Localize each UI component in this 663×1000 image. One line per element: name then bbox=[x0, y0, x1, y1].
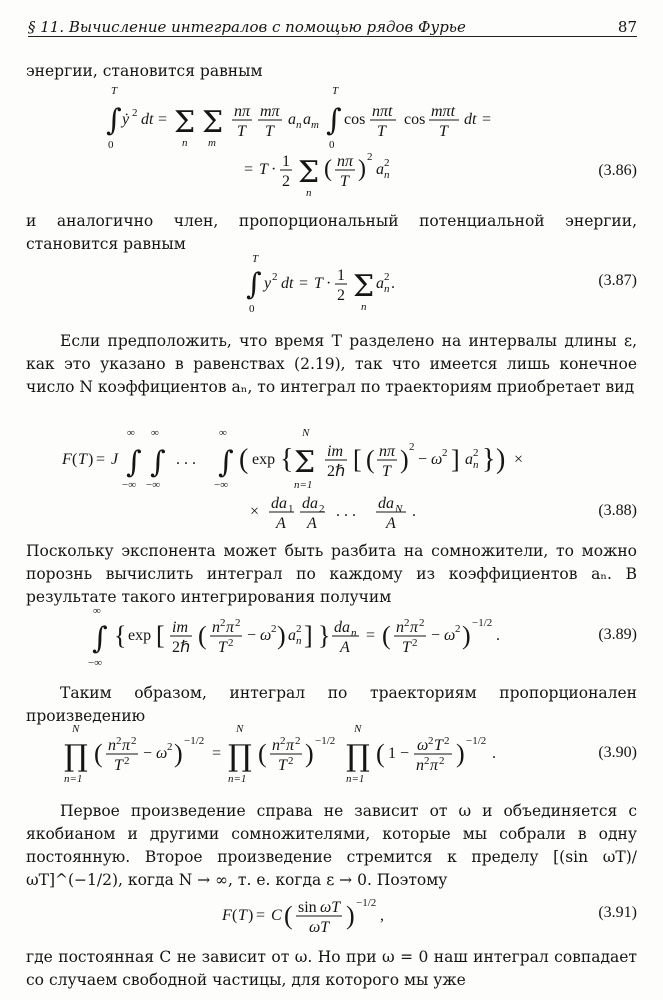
svg-text:=: = bbox=[299, 275, 309, 292]
svg-text:2: 2 bbox=[337, 287, 345, 304]
svg-text:n: n bbox=[384, 283, 390, 295]
svg-text:n=1: n=1 bbox=[346, 773, 365, 785]
svg-text:nπ: nπ bbox=[379, 443, 396, 460]
svg-text:T: T bbox=[111, 85, 118, 97]
svg-text:.: . bbox=[391, 275, 395, 292]
svg-text:n: n bbox=[212, 619, 220, 636]
svg-text:): ) bbox=[305, 739, 314, 768]
svg-text:(: ( bbox=[72, 451, 78, 468]
svg-text:−1/2: −1/2 bbox=[356, 897, 377, 909]
svg-text:∞: ∞ bbox=[127, 427, 135, 439]
svg-text:0: 0 bbox=[329, 139, 335, 151]
equation-3-87 bbox=[26, 253, 637, 320]
svg-text:N: N bbox=[72, 723, 80, 735]
svg-text:T: T bbox=[439, 123, 448, 140]
svg-text:T: T bbox=[340, 173, 349, 190]
paragraph-path-integral: Если предположить, что время T разделено на интервалы длины ε, как это указано в равенствах (2.19), так что имеется лишь конечное число N коэффициентов aₙ, то интеграл по траекториям приобретает вид bbox=[26, 332, 637, 396]
svg-text:×: × bbox=[250, 503, 260, 520]
svg-text:): ) bbox=[496, 444, 506, 475]
svg-text:ω: ω bbox=[431, 451, 443, 468]
equation-3-91-formula bbox=[26, 894, 637, 940]
svg-text:2: 2 bbox=[296, 623, 302, 635]
svg-text:π: π bbox=[430, 757, 439, 774]
svg-text:−: − bbox=[418, 451, 428, 468]
svg-text:∫: ∫ bbox=[218, 445, 234, 480]
svg-text:2: 2 bbox=[235, 617, 241, 629]
svg-text:y: y bbox=[264, 275, 272, 292]
svg-text:nπt: nπt bbox=[372, 103, 393, 120]
svg-text:·: · bbox=[271, 161, 277, 178]
svg-text:2: 2 bbox=[424, 755, 430, 767]
svg-text:): ) bbox=[277, 621, 286, 650]
svg-text:.: . bbox=[496, 627, 500, 644]
svg-text:0: 0 bbox=[108, 139, 114, 151]
svg-text:−∞: −∞ bbox=[122, 479, 137, 491]
svg-text:n: n bbox=[396, 619, 404, 636]
svg-text:da: da bbox=[302, 495, 318, 512]
equation-number: (3.86) bbox=[598, 162, 637, 179]
svg-text:(: ( bbox=[258, 739, 267, 768]
svg-text:): ) bbox=[88, 451, 94, 468]
svg-text:∫: ∫ bbox=[246, 267, 262, 302]
svg-text:): ) bbox=[456, 739, 465, 768]
svg-text:.: . bbox=[492, 745, 496, 762]
svg-text:=: = bbox=[482, 111, 492, 128]
svg-text:T: T bbox=[314, 275, 323, 292]
svg-text:T: T bbox=[252, 253, 259, 265]
equation-3-88 bbox=[26, 424, 637, 534]
equation-number: (3.91) bbox=[598, 904, 637, 921]
svg-text:A: A bbox=[307, 515, 317, 532]
svg-text:2: 2 bbox=[412, 637, 418, 649]
svg-text:,: , bbox=[380, 907, 384, 924]
svg-text:·: · bbox=[326, 275, 332, 292]
svg-text:N: N bbox=[354, 723, 362, 735]
svg-text:a: a bbox=[465, 451, 473, 468]
svg-text:2: 2 bbox=[116, 735, 122, 747]
svg-text:1: 1 bbox=[337, 267, 345, 284]
equation-3-91 bbox=[26, 894, 637, 940]
svg-text:Σ: Σ bbox=[353, 269, 375, 304]
svg-text:−1/2: −1/2 bbox=[472, 617, 493, 629]
svg-text:∏: ∏ bbox=[64, 739, 88, 774]
svg-text:0: 0 bbox=[249, 303, 255, 315]
page-number: 87 bbox=[617, 18, 637, 36]
svg-text:im: im bbox=[172, 619, 188, 636]
svg-text:∏: ∏ bbox=[228, 739, 252, 774]
svg-text:∫: ∫ bbox=[106, 103, 122, 138]
svg-text:(: ( bbox=[198, 621, 207, 650]
svg-text:mπt: mπt bbox=[431, 103, 456, 120]
svg-text:J: J bbox=[111, 451, 119, 468]
svg-text:Σ: Σ bbox=[174, 105, 196, 140]
svg-text:nπ: nπ bbox=[337, 153, 354, 170]
svg-text:−1/2: −1/2 bbox=[315, 735, 336, 747]
svg-text:): ) bbox=[346, 901, 355, 930]
svg-text:T: T bbox=[377, 123, 386, 140]
svg-text:}: } bbox=[318, 621, 331, 650]
svg-text:2: 2 bbox=[404, 617, 410, 629]
svg-text:T: T bbox=[434, 737, 443, 754]
svg-text:2: 2 bbox=[319, 503, 325, 515]
svg-text:=: = bbox=[212, 745, 222, 762]
svg-text:{: { bbox=[114, 621, 127, 650]
svg-text:1: 1 bbox=[388, 745, 396, 762]
svg-text:2: 2 bbox=[295, 735, 301, 747]
svg-text:{: { bbox=[280, 444, 294, 475]
svg-text:n: n bbox=[416, 757, 424, 774]
svg-text:π: π bbox=[410, 619, 419, 636]
svg-text:m: m bbox=[311, 119, 319, 131]
svg-text:π: π bbox=[226, 619, 235, 636]
svg-text:n: n bbox=[384, 169, 390, 181]
svg-text:−: − bbox=[400, 745, 410, 762]
svg-text:cos: cos bbox=[404, 111, 426, 128]
svg-text:T: T bbox=[402, 639, 411, 656]
svg-text:2: 2 bbox=[220, 617, 226, 629]
equation-3-87-formula bbox=[26, 253, 637, 320]
svg-text:ωT: ωT bbox=[309, 919, 330, 936]
equation-3-90 bbox=[26, 723, 637, 790]
svg-text:. . .: . . . bbox=[176, 451, 196, 468]
svg-text:2: 2 bbox=[409, 441, 415, 453]
svg-text:T: T bbox=[259, 161, 268, 178]
svg-text:2: 2 bbox=[419, 617, 425, 629]
running-header bbox=[28, 8, 637, 37]
svg-text:(: ( bbox=[376, 739, 385, 768]
svg-text:=: = bbox=[244, 161, 254, 178]
svg-text:−1/2: −1/2 bbox=[466, 735, 487, 747]
paragraph-kinetic-energy: энергии, становится равным bbox=[26, 62, 263, 80]
svg-text:[: [ bbox=[353, 445, 362, 474]
svg-text:n: n bbox=[473, 459, 479, 471]
svg-text:(: ( bbox=[239, 444, 249, 475]
svg-text:mπ: mπ bbox=[260, 103, 280, 120]
svg-text:(: ( bbox=[324, 156, 332, 182]
svg-text:2: 2 bbox=[271, 623, 277, 635]
svg-text:n=1: n=1 bbox=[294, 479, 313, 491]
svg-text:T: T bbox=[238, 907, 247, 924]
svg-text:dt: dt bbox=[464, 111, 477, 128]
svg-text:n: n bbox=[296, 119, 302, 131]
svg-text:2ℏ: 2ℏ bbox=[327, 463, 346, 480]
equation-number: (3.88) bbox=[598, 502, 637, 519]
equation-3-90-formula bbox=[26, 723, 637, 790]
svg-text:2: 2 bbox=[280, 735, 286, 747]
svg-text:cos: cos bbox=[344, 111, 366, 128]
svg-text:n: n bbox=[351, 627, 357, 639]
svg-text:−1/2: −1/2 bbox=[184, 735, 205, 747]
equation-number: (3.90) bbox=[598, 744, 637, 761]
svg-text:−∞: −∞ bbox=[88, 657, 103, 669]
svg-text:2ℏ: 2ℏ bbox=[172, 639, 191, 656]
svg-text:∫: ∫ bbox=[326, 103, 342, 138]
svg-text:da: da bbox=[378, 495, 394, 512]
svg-text:N: N bbox=[395, 503, 403, 515]
svg-text:Σ: Σ bbox=[294, 445, 316, 480]
svg-text:−: − bbox=[247, 627, 257, 644]
svg-text:m: m bbox=[208, 137, 216, 149]
svg-text:.: . bbox=[412, 503, 416, 520]
svg-text:n=1: n=1 bbox=[64, 773, 83, 785]
paragraph-limit: Первое произведение справа не зависит от ω и объединяется с якобианом и другими сомножителями, которые мы собрали в одну постоянную. Второе произведение стремится к пределу [(sin ωT)/ωT]^(−1/2), когда N → ∞, т. е. когда ε → 0. Поэтому bbox=[26, 802, 637, 889]
svg-text:N: N bbox=[236, 723, 244, 735]
svg-text:2: 2 bbox=[272, 271, 278, 283]
svg-text:2: 2 bbox=[444, 735, 450, 747]
paragraph-product: Таким образом, интеграл по траекториям пропорционален произведению bbox=[26, 684, 637, 725]
paragraph-potential-energy: и аналогично член, пропорциональный потенциальной энергии, становится равным bbox=[26, 212, 637, 253]
svg-text:N: N bbox=[302, 427, 310, 439]
svg-text:T: T bbox=[114, 757, 123, 774]
svg-text:da: da bbox=[334, 619, 350, 636]
svg-text:π: π bbox=[286, 737, 295, 754]
svg-text:2: 2 bbox=[131, 735, 137, 747]
section-title: § 11. Вычисление интегралов с помощью рядов Фурье bbox=[28, 18, 466, 36]
svg-text:2: 2 bbox=[132, 107, 138, 119]
svg-text:−∞: −∞ bbox=[146, 479, 161, 491]
svg-text:n=1: n=1 bbox=[228, 773, 247, 785]
svg-text:F: F bbox=[222, 907, 232, 924]
svg-text:Σ: Σ bbox=[298, 155, 320, 190]
svg-text:T: T bbox=[332, 85, 339, 97]
svg-text:): ) bbox=[400, 445, 409, 474]
svg-text:]: ] bbox=[304, 621, 313, 650]
svg-text:(: ( bbox=[232, 907, 238, 924]
svg-text:exp: exp bbox=[252, 451, 276, 468]
svg-text:=: = bbox=[96, 451, 106, 468]
svg-text:(: ( bbox=[382, 621, 391, 650]
svg-text:ω: ω bbox=[260, 627, 272, 644]
svg-text:2: 2 bbox=[367, 151, 373, 163]
svg-text:n: n bbox=[182, 137, 188, 149]
svg-text:T: T bbox=[78, 451, 87, 468]
svg-text:A: A bbox=[340, 639, 350, 656]
paragraph-free-particle: где постоянная C не зависит от ω. Но при ω = 0 наш интеграл совпадает со случаем свободной частицы, для которого мы уже bbox=[26, 948, 637, 989]
svg-text:): ) bbox=[462, 621, 471, 650]
equation-3-88-formula bbox=[26, 424, 637, 534]
svg-text:a: a bbox=[288, 627, 296, 644]
svg-text:∞: ∞ bbox=[219, 427, 227, 439]
svg-text:T: T bbox=[237, 123, 246, 140]
equation-number: (3.87) bbox=[598, 272, 637, 289]
svg-text:−: − bbox=[143, 745, 153, 762]
svg-text:π: π bbox=[122, 737, 131, 754]
svg-text:F: F bbox=[62, 451, 72, 468]
svg-text:a: a bbox=[288, 111, 296, 128]
svg-text:]: ] bbox=[451, 445, 460, 474]
svg-text:∫: ∫ bbox=[126, 445, 142, 480]
svg-text:=: = bbox=[256, 907, 266, 924]
svg-text:2: 2 bbox=[384, 157, 390, 169]
svg-text:ω: ω bbox=[156, 745, 168, 762]
svg-text:): ) bbox=[248, 907, 254, 924]
svg-text:): ) bbox=[358, 156, 366, 182]
svg-text:=: = bbox=[158, 111, 168, 128]
svg-text:ω: ω bbox=[444, 627, 456, 644]
svg-text:n: n bbox=[108, 737, 116, 754]
svg-text:im: im bbox=[327, 443, 343, 460]
svg-text:−∞: −∞ bbox=[214, 479, 229, 491]
svg-text:a: a bbox=[376, 161, 384, 178]
svg-text:T: T bbox=[265, 123, 274, 140]
svg-text:ωT: ωT bbox=[320, 899, 341, 916]
svg-text:∫: ∫ bbox=[92, 621, 108, 656]
paragraph-factorization: Поскольку экспонента может быть разбита на сомножители, то можно порознь вычислить интеграл по каждому из коэффициентов aₙ. В результате такого интегрирования получим bbox=[26, 542, 637, 606]
equation-3-89 bbox=[26, 605, 637, 672]
svg-text:Σ: Σ bbox=[202, 105, 224, 140]
svg-text:a: a bbox=[376, 275, 384, 292]
svg-text:∫: ∫ bbox=[150, 445, 166, 480]
svg-text:dt: dt bbox=[281, 275, 294, 292]
equation-3-86 bbox=[26, 84, 637, 202]
svg-text:nπ: nπ bbox=[234, 103, 251, 120]
svg-text:2: 2 bbox=[442, 447, 448, 459]
svg-text:T: T bbox=[218, 639, 227, 656]
svg-text:2: 2 bbox=[439, 755, 445, 767]
svg-text:−: − bbox=[431, 627, 441, 644]
svg-text:∞: ∞ bbox=[93, 605, 101, 617]
svg-text:2: 2 bbox=[282, 173, 290, 190]
svg-text:C: C bbox=[271, 907, 282, 924]
svg-text:2: 2 bbox=[428, 735, 434, 747]
svg-text:da: da bbox=[271, 495, 287, 512]
svg-text:=: = bbox=[366, 627, 376, 644]
svg-text:[: [ bbox=[156, 621, 165, 650]
svg-text:2: 2 bbox=[473, 447, 479, 459]
svg-text:exp: exp bbox=[128, 627, 152, 644]
svg-text:sin: sin bbox=[298, 899, 317, 916]
svg-text:2: 2 bbox=[124, 755, 130, 767]
svg-text:∞: ∞ bbox=[151, 427, 159, 439]
svg-text:T: T bbox=[278, 757, 287, 774]
svg-text:A: A bbox=[386, 515, 396, 532]
svg-text:. . .: . . . bbox=[336, 503, 356, 520]
svg-text:2: 2 bbox=[384, 271, 390, 283]
svg-text:(: ( bbox=[366, 445, 375, 474]
svg-text:(: ( bbox=[94, 739, 103, 768]
svg-text:1: 1 bbox=[282, 153, 290, 170]
svg-text:A: A bbox=[276, 515, 286, 532]
svg-text:∏: ∏ bbox=[346, 739, 370, 774]
svg-text:2: 2 bbox=[167, 741, 173, 753]
svg-text:T: T bbox=[382, 463, 391, 480]
svg-text:1: 1 bbox=[288, 503, 294, 515]
svg-text:dt: dt bbox=[141, 111, 154, 128]
svg-text:ω: ω bbox=[417, 737, 429, 754]
svg-text:n: n bbox=[296, 635, 302, 647]
svg-text:ẏ: ẏ bbox=[122, 111, 130, 128]
svg-text:n: n bbox=[272, 737, 280, 754]
svg-text:×: × bbox=[514, 451, 524, 468]
svg-text:2: 2 bbox=[288, 755, 294, 767]
equation-number: (3.89) bbox=[598, 626, 637, 643]
svg-text:(: ( bbox=[284, 901, 293, 930]
svg-text:a: a bbox=[303, 111, 311, 128]
svg-text:}: } bbox=[482, 444, 496, 475]
svg-text:n: n bbox=[306, 187, 312, 199]
svg-text:2: 2 bbox=[455, 623, 461, 635]
svg-text:2: 2 bbox=[228, 637, 234, 649]
equation-3-86-formula bbox=[26, 84, 637, 202]
equation-3-89-formula bbox=[26, 605, 637, 672]
svg-text:n: n bbox=[361, 301, 367, 313]
svg-text:): ) bbox=[174, 739, 183, 768]
